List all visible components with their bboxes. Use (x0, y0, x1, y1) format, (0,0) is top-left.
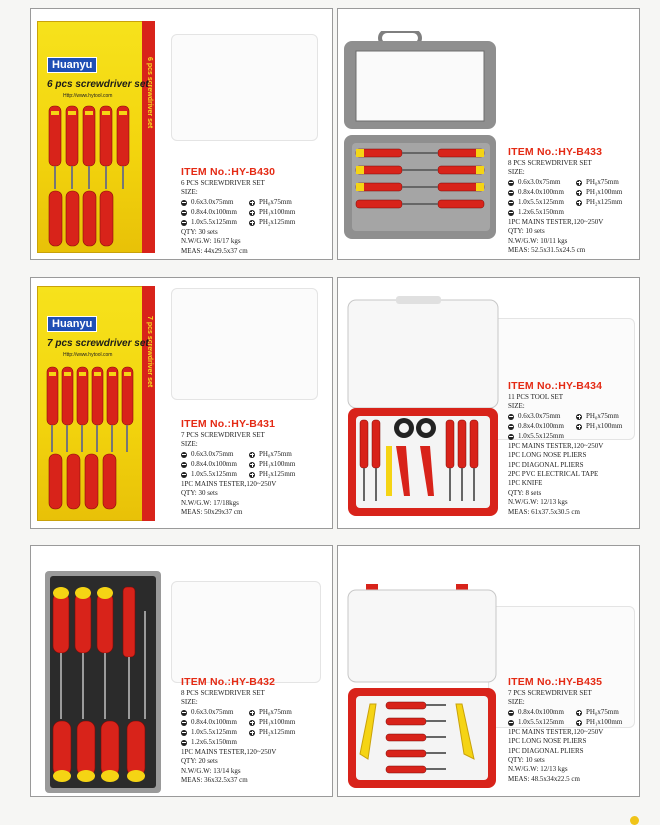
product-photo (346, 584, 506, 794)
slotted-tip-icon (181, 472, 187, 478)
size-label: SIZE: (508, 402, 525, 411)
item-number: ITEM No.:HY-B433 (508, 146, 603, 158)
size-row: 0.8x4.0x100mm PH₁x100mm (508, 188, 636, 198)
page-corner-dot (630, 816, 639, 825)
item-number: ITEM No.:HY-B431 (181, 418, 276, 430)
slotted-tip-icon (508, 434, 514, 440)
slotted-tip-icon (508, 710, 514, 716)
extra-item: 1PC MAINS TESTER,120~250V (508, 727, 604, 736)
brand-logo: Huanyu (47, 57, 97, 73)
weight: N.W/G.W: 12/13 kgs (508, 765, 568, 774)
item-description: 6 PCS SCREWDRIVER SET (181, 179, 265, 187)
product-card-hy-b430 (30, 8, 333, 260)
slotted-tip-icon (181, 462, 187, 468)
measurement: MEAS: 36x32.5x37 cm (181, 776, 248, 785)
size-row: 1.0x5.5x125mm (508, 432, 636, 442)
size-row: 1.0x5.5x125mm PH₁x100mm (508, 718, 636, 728)
product-specs (508, 676, 636, 784)
slotted-tip-icon (181, 740, 187, 746)
phillips-tip-icon (576, 720, 582, 726)
brand-logo: Huanyu (47, 316, 97, 332)
item-description: 11 PCS TOOL SET (508, 393, 564, 401)
phillips-tip-icon (249, 720, 255, 726)
slotted-tip-icon (508, 190, 514, 196)
quantity: QTY: 10 sets (508, 227, 545, 236)
extra-item: 1PC MAINS TESTER,120~250V (508, 217, 604, 226)
slotted-tip-icon (508, 200, 514, 206)
slotted-tip-icon (181, 210, 187, 216)
size-row: 0.8x4.0x100mm PH₁x100mm (181, 460, 309, 470)
item-description: 8 PCS SCREWDRIVER SET (181, 689, 265, 697)
extra-item: 1PC MAINS TESTER,120~250V (181, 747, 277, 756)
item-number: ITEM No.:HY-B430 (181, 166, 276, 178)
product-card-hy-b431 (30, 277, 333, 529)
package-url: Http://www.hytool.com (63, 352, 113, 358)
phillips-tip-icon (576, 424, 582, 430)
product-specs (508, 380, 636, 517)
size-row: 1.0x5.5x125mm PH₂x125mm (508, 198, 636, 208)
size-row: 0.6x3.0x75mm PH₀x75mm (181, 198, 309, 208)
size-label: SIZE: (508, 168, 525, 177)
slotted-tip-icon (181, 220, 187, 226)
package-set-name: 6 pcs screwdriver set (47, 79, 149, 90)
size-row: 1.2x6.5x150mm (181, 738, 309, 748)
product-specs (181, 676, 309, 785)
item-description: 7 PCS SCREWDRIVER SET (508, 689, 592, 697)
item-number: ITEM No.:HY-B435 (508, 676, 603, 688)
size-row: 0.6x3.0x75mm PH₀x75mm (181, 708, 309, 718)
measurement: MEAS: 50x29x37 cm (181, 508, 243, 517)
size-row: 1.0x5.5x125mm PH₂x125mm (181, 470, 309, 480)
size-row: 0.8x4.0x100mm PH₁x100mm (181, 208, 309, 218)
slotted-tip-icon (181, 452, 187, 458)
slotted-tip-icon (508, 180, 514, 186)
size-row: 1.0x5.5x125mm PH₂x125mm (181, 728, 309, 738)
extra-item: 1PC DIAGONAL PLIERS (508, 460, 584, 469)
phillips-tip-icon (249, 200, 255, 206)
weight: N.W/G.W: 16/17 kgs (181, 237, 241, 246)
extra-item: 1PC DIAGONAL PLIERS (508, 746, 584, 755)
item-number: ITEM No.:HY-B432 (181, 676, 276, 688)
size-label: SIZE: (181, 698, 198, 707)
screwdriver-set-illustration (41, 362, 141, 517)
phillips-tip-icon (249, 452, 255, 458)
slotted-tip-icon (508, 210, 514, 216)
product-photo (37, 286, 162, 524)
size-row: 1.2x6.5x150mm (508, 208, 636, 218)
product-card-hy-b434 (337, 277, 640, 529)
phillips-tip-icon (576, 190, 582, 196)
package-url: Http://www.hytool.com (63, 93, 113, 99)
phillips-tip-icon (249, 710, 255, 716)
weight: N.W/G.W: 13/14 kgs (181, 766, 241, 775)
phillips-tip-icon (249, 210, 255, 216)
quantity: QTY: 20 sets (181, 757, 218, 766)
product-specs (181, 166, 309, 256)
package-side-text: 6 pcs screwdriver set (146, 57, 153, 129)
product-photo (37, 21, 162, 256)
product-card-hy-b433 (337, 8, 640, 260)
weight: N.W/G.W: 12/13 kgs (508, 498, 568, 507)
product-card-hy-b435 (337, 545, 640, 797)
product-specs (508, 146, 636, 255)
measurement: MEAS: 61x37.5x30.5 cm (508, 507, 580, 516)
quantity: QTY: 30 sets (181, 489, 218, 498)
quantity: QTY: 30 sets (181, 227, 218, 236)
product-photo (342, 31, 500, 243)
size-row: 0.6x3.0x75mm PH₀x75mm (181, 450, 309, 460)
tool-case-illustration (346, 584, 506, 794)
slotted-tip-icon (181, 720, 187, 726)
extra-item: 2PC PVC ELECTRICAL TAPE (508, 470, 599, 479)
background-case-image (171, 288, 318, 400)
background-case-image (171, 34, 318, 141)
extra-item: 1PC KNIFE (508, 479, 543, 488)
phillips-tip-icon (249, 220, 255, 226)
tool-case-illustration (346, 296, 506, 521)
size-row: 0.6x3.0x75mm PH₀x75mm (508, 412, 636, 422)
weight: N.W/G.W: 17/18kgs (181, 498, 239, 507)
extra-item: 1PC MAINS TESTER,120~250V (508, 441, 604, 450)
size-row: 1.0x5.5x125mm PH₂x125mm (181, 218, 309, 228)
product-photo (346, 296, 506, 521)
carry-case-illustration (342, 31, 500, 243)
size-row: 0.8x4.0x100mm PH₁x100mm (508, 422, 636, 432)
size-label: SIZE: (181, 440, 198, 449)
slotted-tip-icon (508, 424, 514, 430)
slotted-tip-icon (181, 710, 187, 716)
extra-item: 1PC LONG NOSE PLIERS (508, 451, 587, 460)
measurement: MEAS: 48.5x34x22.5 cm (508, 774, 580, 783)
slotted-tip-icon (181, 200, 187, 206)
quantity: QTY: 8 sets (508, 488, 542, 497)
slotted-tip-icon (181, 730, 187, 736)
phillips-tip-icon (249, 472, 255, 478)
phillips-tip-icon (576, 710, 582, 716)
product-specs (181, 418, 309, 517)
phillips-tip-icon (576, 414, 582, 420)
size-row: 0.6x3.0x75mm PH₀x75mm (508, 178, 636, 188)
package-side-text: 7 pcs screwdriver set (146, 316, 153, 388)
measurement: MEAS: 52.5x31.5x24.5 cm (508, 246, 586, 255)
extra-item: 1PC MAINS TESTER,120~250V (181, 479, 277, 488)
slotted-tip-icon (508, 414, 514, 420)
phillips-tip-icon (576, 180, 582, 186)
measurement: MEAS: 44x29.5x37 cm (181, 246, 248, 255)
item-description: 7 PCS SCREWDRIVER SET (181, 431, 265, 439)
product-photo (45, 571, 163, 796)
item-description: 8 PCS SCREWDRIVER SET (508, 159, 592, 167)
screwdriver-tray-illustration (45, 571, 163, 796)
quantity: QTY: 10 sets (508, 756, 545, 765)
package-set-name: 7 pcs screwdriver set (47, 338, 149, 349)
size-row: 0.8x4.0x100mm PH₁x100mm (181, 718, 309, 728)
size-row: 0.8x4.0x100mm PH₀x75mm (508, 708, 636, 718)
size-label: SIZE: (181, 188, 198, 197)
screwdriver-set-illustration (41, 101, 141, 251)
phillips-tip-icon (249, 462, 255, 468)
size-label: SIZE: (508, 698, 525, 707)
slotted-tip-icon (508, 720, 514, 726)
item-number: ITEM No.:HY-B434 (508, 380, 603, 392)
extra-item: 1PC LONG NOSE PLIERS (508, 737, 587, 746)
product-card-hy-b432 (30, 545, 333, 797)
phillips-tip-icon (576, 200, 582, 206)
weight: N.W/G.W: 10/11 kgs (508, 236, 568, 245)
phillips-tip-icon (249, 730, 255, 736)
background-case-image (171, 581, 321, 683)
